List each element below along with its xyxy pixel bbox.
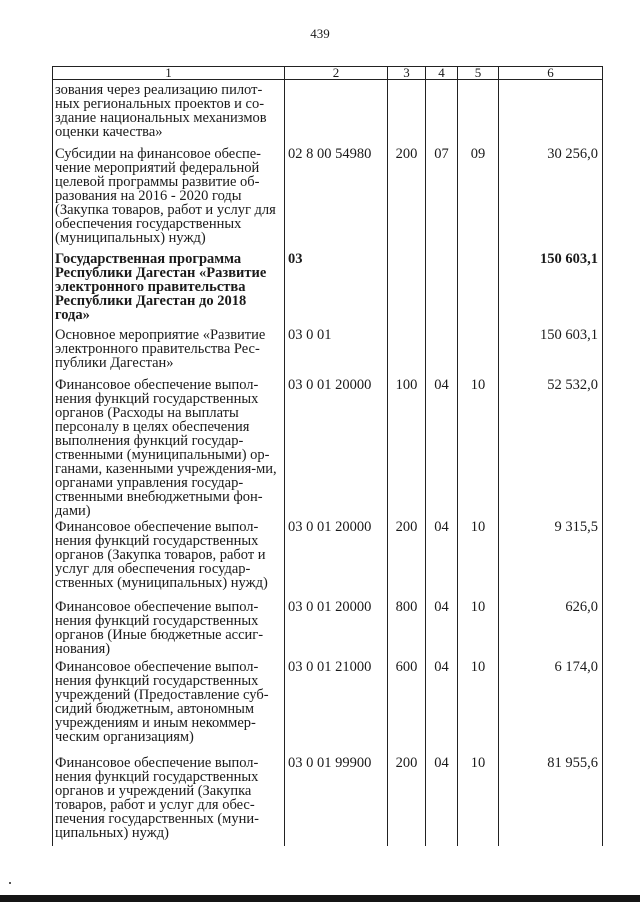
row-rz: 04 xyxy=(426,756,458,846)
scan-bottom-edge xyxy=(0,895,640,902)
table-row xyxy=(53,600,603,660)
page-number: 439 xyxy=(310,26,330,41)
row-pr: 10 xyxy=(458,756,499,846)
row-description: Финансовое обеспечение выпол-нения функций государственных органов (Расходы на выплаты персоналу в целях обеспечения выполнения функций государ-ственными (муниципальными) ор-ганами, казенными учреждения-ми, органами управления государ-ственными внебюджетными фон-дами) xyxy=(53,378,285,520)
row-pr: 10 xyxy=(458,660,499,756)
header-col-2: 2 xyxy=(285,67,388,80)
row-rz: 07 xyxy=(426,147,458,252)
scan-dot xyxy=(9,882,11,884)
row-amount: 150 603,1 xyxy=(499,252,603,328)
table-header-row xyxy=(53,67,603,80)
row-rz: 04 xyxy=(426,378,458,520)
row-description: Финансовое обеспечение выпол-нения функций государственных органов (Закупка товаров, работ и услуг для обеспечения государ-ственных (муниципальных) нужд) xyxy=(53,520,285,600)
row-code xyxy=(285,80,388,147)
row-code: 03 0 01 20000 xyxy=(285,520,388,600)
row-vr xyxy=(388,252,426,328)
row-pr: 10 xyxy=(458,520,499,600)
table-row xyxy=(53,80,603,147)
row-rz: 04 xyxy=(426,520,458,600)
row-description: Субсидии на финансовое обеспе-чение мероприятий федеральной целевой программы развитие об-разования на 2016 - 2020 годы (Закупка товаров, работ и услуг для обеспечения государственных (муниципальных) нужд) xyxy=(53,147,285,252)
row-rz xyxy=(426,252,458,328)
row-description: зования через реализацию пилот-ных региональных проектов и со-здание национальных механизмов оценки качества» xyxy=(53,80,285,147)
row-description: Финансовое обеспечение выпол-нения функций государственных органов и учреждений (Закупка товаров, работ и услуг для обес-печения государственных (муни-ципальных) нужд) xyxy=(53,756,285,846)
row-pr xyxy=(458,80,499,147)
row-description: Основное мероприятие «Развитие электронного правительства Рес-публики Дагестан» xyxy=(53,328,285,378)
row-amount: 150 603,1 xyxy=(499,328,603,378)
row-vr xyxy=(388,328,426,378)
row-rz: 04 xyxy=(426,600,458,660)
row-vr: 200 xyxy=(388,147,426,252)
row-description: Финансовое обеспечение выпол-нения функций государственных органов (Иные бюджетные ассиг-нования) xyxy=(53,600,285,660)
row-rz xyxy=(426,80,458,147)
header-col-4: 4 xyxy=(426,67,458,80)
row-code: 03 0 01 99900 xyxy=(285,756,388,846)
row-amount: 81 955,6 xyxy=(499,756,603,846)
row-rz: 04 xyxy=(426,660,458,756)
row-pr: 10 xyxy=(458,600,499,660)
row-pr xyxy=(458,328,499,378)
row-vr: 200 xyxy=(388,520,426,600)
row-amount xyxy=(499,80,603,147)
row-vr xyxy=(388,80,426,147)
row-amount: 9 315,5 xyxy=(499,520,603,600)
row-code: 03 0 01 20000 xyxy=(285,378,388,520)
row-vr: 600 xyxy=(388,660,426,756)
table-row xyxy=(53,756,603,846)
row-rz xyxy=(426,328,458,378)
row-amount: 6 174,0 xyxy=(499,660,603,756)
row-code: 03 0 01 20000 xyxy=(285,600,388,660)
header-col-3: 3 xyxy=(388,67,426,80)
row-description: Государственная программа Республики Дагестан «Развитие электронного правительства Республики Дагестан до 2018 года» xyxy=(53,252,285,328)
row-code: 02 8 00 54980 xyxy=(285,147,388,252)
row-vr: 800 xyxy=(388,600,426,660)
row-code: 03 xyxy=(285,252,388,328)
row-code: 03 0 01 xyxy=(285,328,388,378)
row-pr: 09 xyxy=(458,147,499,252)
row-vr: 200 xyxy=(388,756,426,846)
row-amount: 30 256,0 xyxy=(499,147,603,252)
row-amount: 52 532,0 xyxy=(499,378,603,520)
header-col-6: 6 xyxy=(499,67,603,80)
row-vr: 100 xyxy=(388,378,426,520)
header-col-5: 5 xyxy=(458,67,499,80)
row-code: 03 0 01 21000 xyxy=(285,660,388,756)
table-row xyxy=(53,520,603,600)
budget-table xyxy=(52,66,603,846)
table-row xyxy=(53,328,603,378)
table-row xyxy=(53,252,603,328)
row-pr: 10 xyxy=(458,378,499,520)
table-row xyxy=(53,660,603,756)
row-description: Финансовое обеспечение выпол-нения функций государственных учреждений (Предоставление суб-сидий бюджетным, автономным учреждениям и иным некоммер-ческим организациям) xyxy=(53,660,285,756)
header-col-1: 1 xyxy=(53,67,285,80)
table-row xyxy=(53,378,603,520)
row-amount: 626,0 xyxy=(499,600,603,660)
row-pr xyxy=(458,252,499,328)
table-row xyxy=(53,147,603,252)
